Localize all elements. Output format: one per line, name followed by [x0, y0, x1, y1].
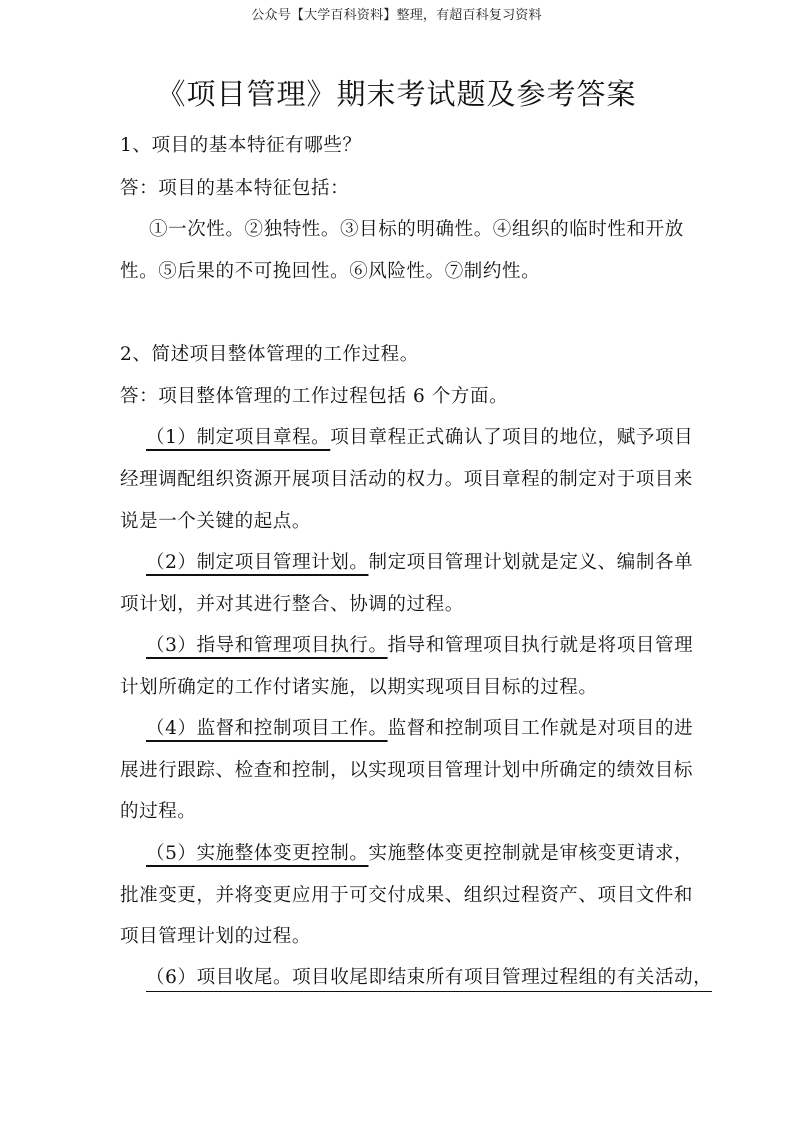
answer-1-intro: 答：项目的基本特征包括： [120, 178, 350, 199]
item-2-text: 制定项目管理计划就是定义、编制各单 [368, 552, 694, 573]
answer-2-item-5 [146, 839, 693, 865]
item-2-line-2: 项计划，并对其进行整合、协调的过程。 [120, 594, 464, 615]
item-5-heading: （5）实施整体变更控制。 [146, 843, 369, 864]
item-4-line-3: 的过程。 [120, 801, 197, 822]
item-1-heading: （1）制定项目章程。 [146, 427, 331, 448]
item-5-line-3: 项目管理计划的过程。 [120, 926, 312, 947]
item-4-heading: （4）监督和控制项目工作。 [146, 718, 388, 739]
answer-2-item-6 [146, 963, 712, 992]
item-6-heading: （6）项目收尾。 [146, 967, 293, 988]
answer-2-item-4 [146, 714, 693, 740]
item-1-line-3: 说是一个关键的起点。 [120, 511, 312, 532]
item-3-line-2: 计划所确定的工作付诸实施，以期实现项目目标的过程。 [120, 677, 598, 698]
item-1-text: 项目章程正式确认了项目的地位，赋予项目 [330, 427, 694, 448]
item-4-line-2: 展进行跟踪、检查和控制，以实现项目管理计划中所确定的绩效目标 [120, 760, 694, 781]
answer-2-item-2 [146, 548, 693, 574]
answer-1-line-2: 性。⑤后果的不可挽回性。⑥风险性。⑦制约性。 [120, 261, 541, 282]
question-2: 2、简述项目整体管理的工作过程。 [120, 344, 419, 365]
answer-2-item-1 [146, 423, 693, 449]
answer-1-line-1: ①一次性。②独特性。③目标的明确性。④组织的临时性和开放 [149, 219, 684, 240]
answer-2-intro: 答：项目整体管理的工作过程包括 6 个方面。 [120, 386, 509, 407]
item-5-text: 实施整体变更控制就是审核变更请求， [368, 843, 694, 864]
header-note: 公众号【大学百科资料】整理，有超百科复习资料 [251, 8, 542, 23]
answer-2-item-3 [146, 631, 693, 657]
item-5-line-2: 批准变更，并将变更应用于可交付成果、组织过程资产、项目文件和 [120, 885, 694, 906]
item-3-heading: （3）指导和管理项目执行。 [146, 635, 388, 656]
page-title: 《项目管理》期末考试题及参考答案 [156, 77, 637, 111]
item-6-text: 项目收尾即结束所有项目管理过程组的有关活动， [292, 967, 713, 988]
item-4-text: 监督和控制项目工作就是对项目的进 [387, 718, 694, 739]
item-3-text: 指导和管理项目执行就是将项目管理 [387, 635, 694, 656]
item-1-line-2: 经理调配组织资源开展项目活动的权力。项目章程的制定对于项目来 [120, 469, 694, 490]
item-2-heading: （2）制定项目管理计划。 [146, 552, 369, 573]
question-1: 1、项目的基本特征有哪些？ [120, 135, 362, 156]
